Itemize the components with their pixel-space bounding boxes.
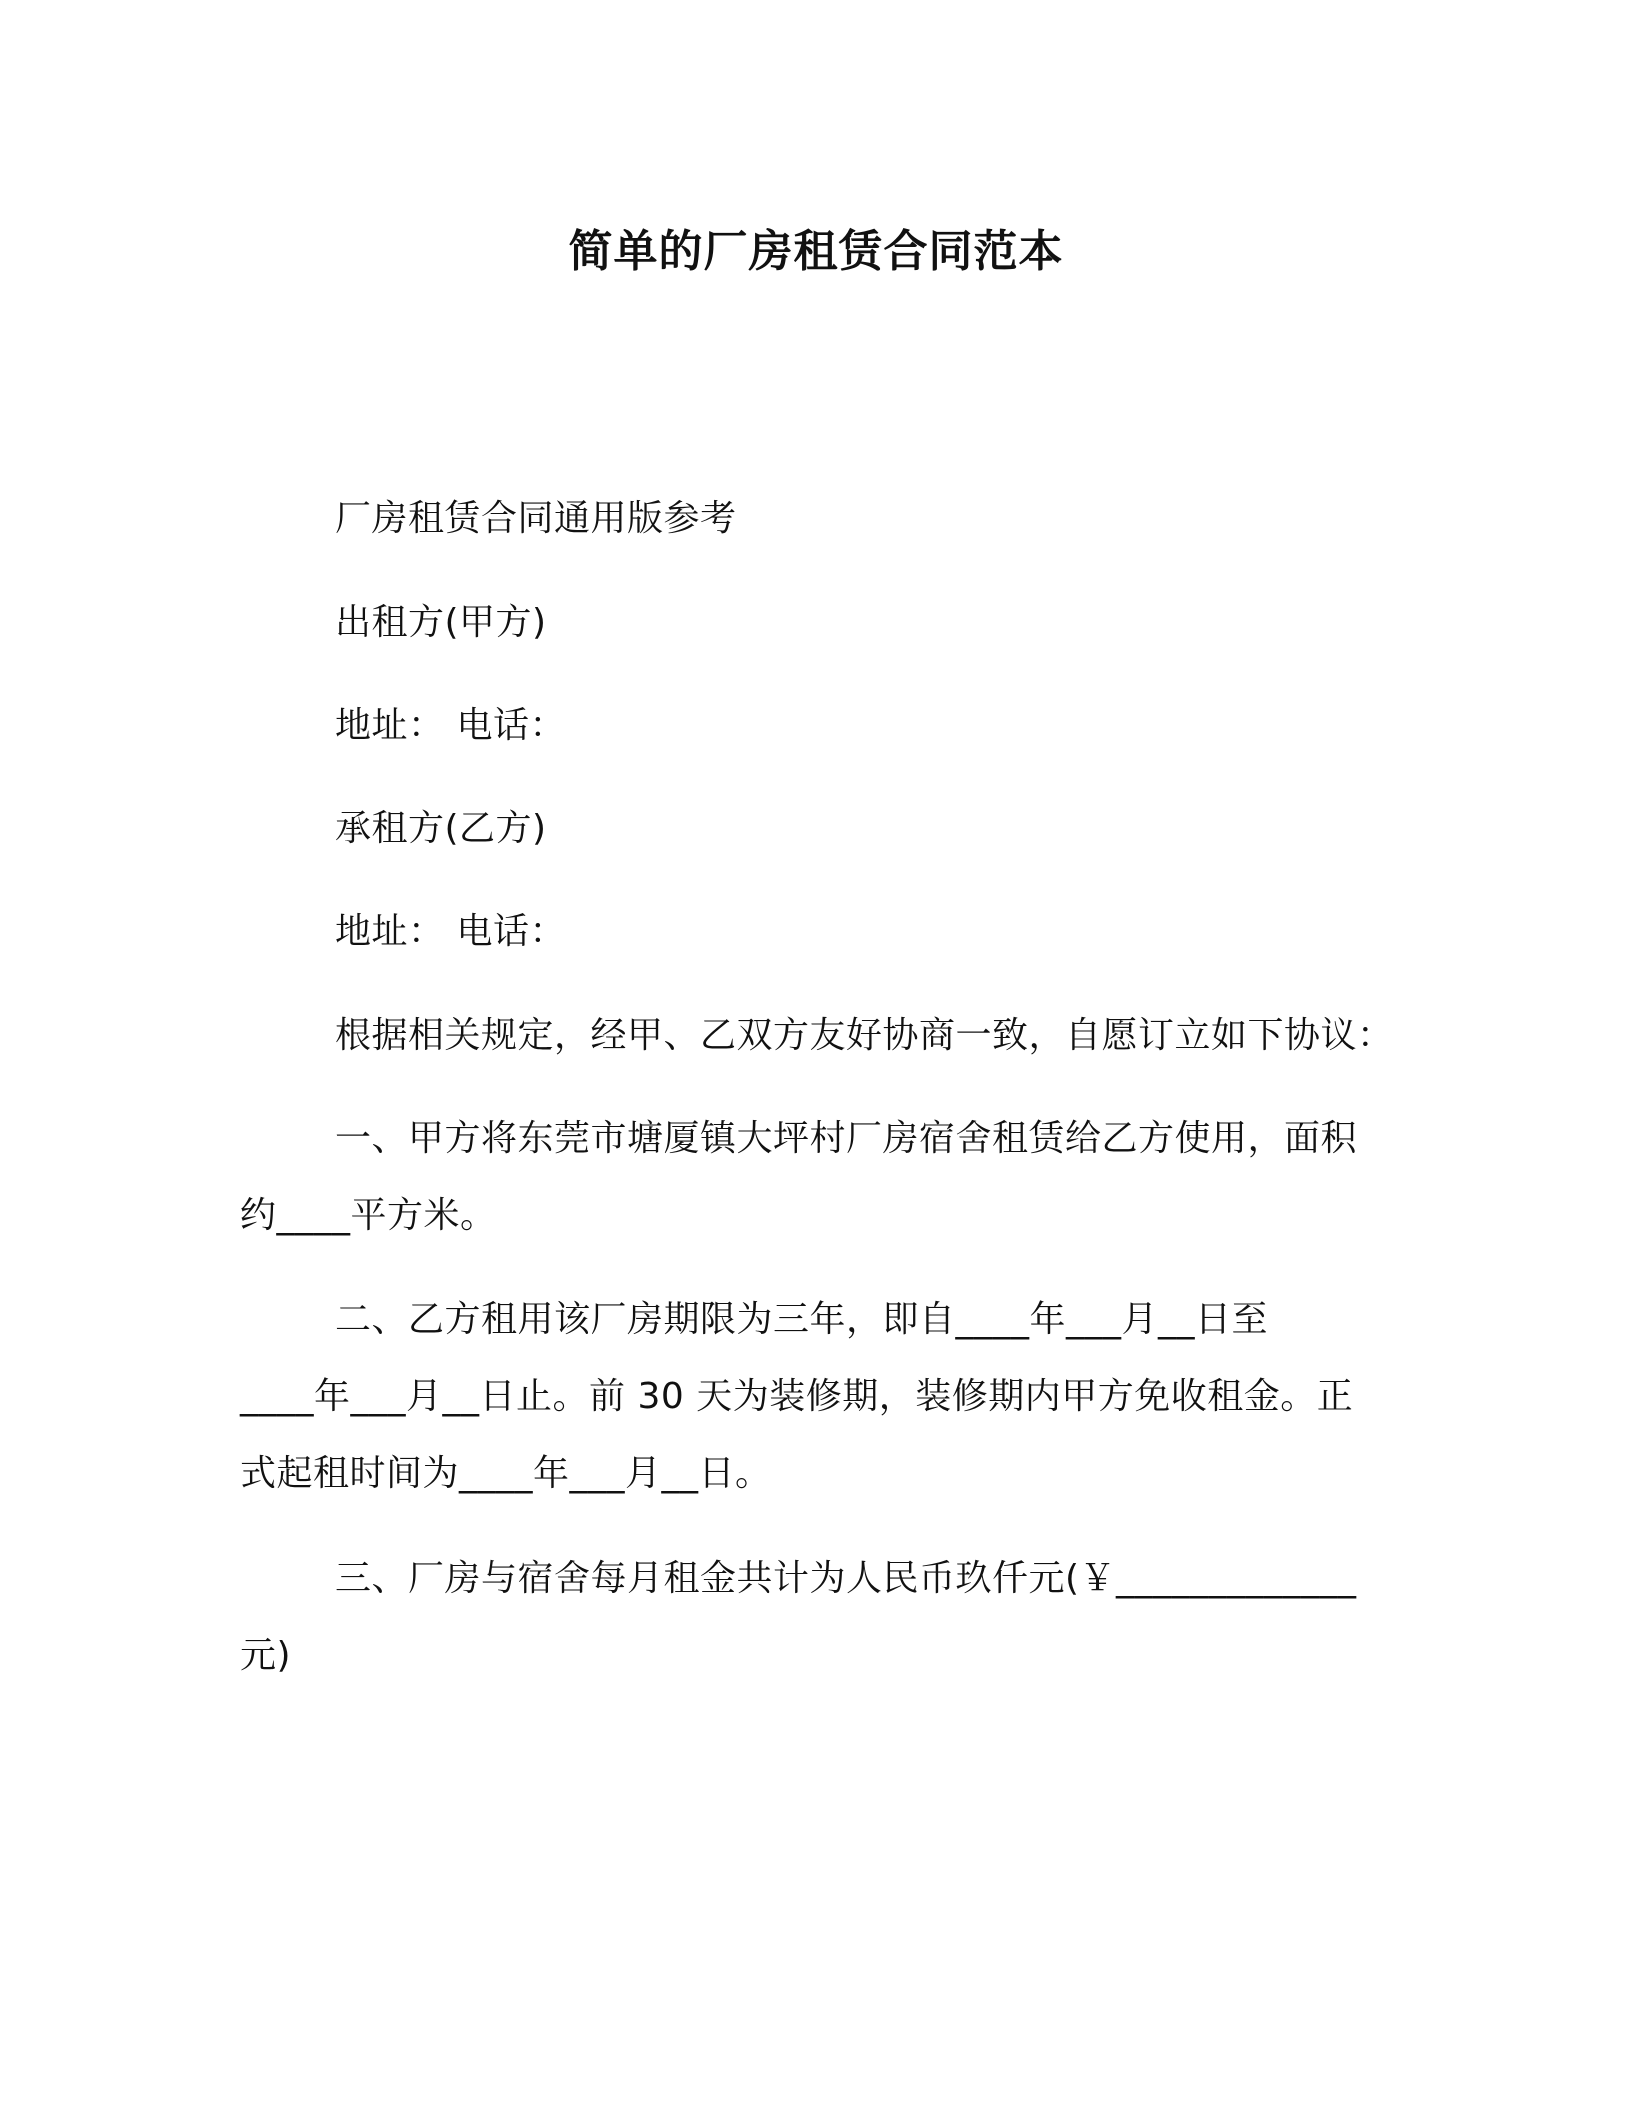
clause-1-line-2: 约____平方米。 bbox=[240, 1195, 497, 1236]
lessee-address-line: 地址： 电话： bbox=[335, 911, 566, 952]
clause-2-line-1: 二、乙方租用该厂房期限为三年，即自____年___月__日至 bbox=[335, 1299, 1269, 1340]
subtitle-line: 厂房租赁合同通用版参考 bbox=[335, 498, 737, 539]
lessor-line: 出租方(甲方) bbox=[335, 602, 547, 643]
preamble-line: 根据相关规定，经甲、乙双方友好协商一致，自愿订立如下协议： bbox=[335, 1015, 1394, 1056]
clause-1-line-1: 一、甲方将东莞市塘厦镇大坪村厂房宿舍租赁给乙方使用，面积 bbox=[335, 1118, 1358, 1159]
lessor-address-line: 地址： 电话： bbox=[335, 705, 566, 746]
lessee-line: 承租方(乙方) bbox=[335, 808, 547, 849]
clause-3-line-1: 三、厂房与宿舍每月租金共计为人民币玖仟元(￥_____________ bbox=[335, 1558, 1357, 1599]
clause-2-line-3: 式起租时间为____年___月__日。 bbox=[240, 1453, 772, 1494]
document-title: 简单的厂房租赁合同范本 bbox=[568, 226, 1064, 277]
clause-3-line-2: 元) bbox=[240, 1635, 292, 1676]
clause-2-line-2: ____年___月__日止。前 30 天为装修期，装修期内甲方免收租金。正 bbox=[240, 1376, 1354, 1417]
